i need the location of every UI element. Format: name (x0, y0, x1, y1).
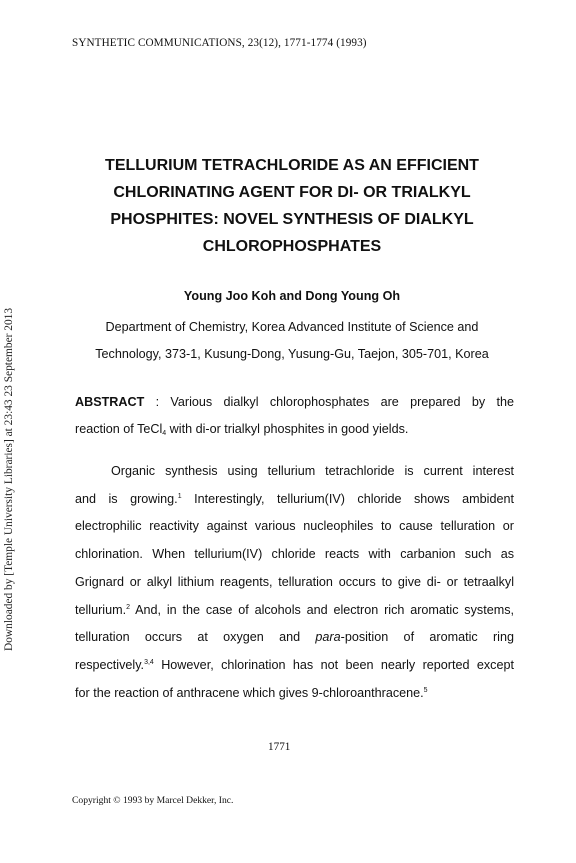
reference-marker: 5 (423, 686, 428, 694)
abstract-line (75, 416, 514, 443)
body-text-run: respectively. (75, 657, 145, 672)
body-text-run: Interestingly, tellurium(IV) chloride shows ambident (181, 491, 514, 506)
abstract-separator: : (144, 395, 171, 409)
journal-header: SYNTHETIC COMMUNICATIONS, 23(12), 1771-1774 (1993) (72, 37, 367, 49)
copyright-notice: Copyright © 1993 by Marcel Dekker, Inc. (72, 795, 234, 806)
body-text-run: And, in the case of alcohols and electron rich aromatic systems, (130, 602, 514, 617)
abstract-text: reaction of TeCl (75, 422, 163, 436)
body-text-run: and is growing. (75, 491, 178, 506)
article-title (72, 152, 512, 260)
title-line: TELLURIUM TETRACHLORIDE AS AN EFFICIENT (105, 157, 479, 174)
affiliation-line: Department of Chemistry, Korea Advanced Institute of Science and (105, 320, 479, 334)
body-text (75, 458, 514, 707)
abstract-line (75, 389, 514, 416)
italic-term: para (315, 630, 341, 645)
subscript: 4 (162, 430, 167, 437)
body-text-run: tellurium. (75, 602, 127, 617)
title-line: CHLORINATING AGENT FOR DI- OR TRIALKYL (113, 184, 471, 201)
reference-marker: 3,4 (144, 658, 154, 666)
body-line: Organic synthesis using tellurium tetrachloride is current interest (111, 464, 514, 478)
body-line (75, 624, 514, 652)
title-line: CHLOROPHOSPHATES (202, 238, 382, 255)
abstract-text: with di-or trialkyl phosphites in good yields. (166, 422, 409, 436)
body-line: electrophilic reactivity against various nucleophiles to cause telluration or (75, 519, 514, 534)
body-line (75, 486, 514, 514)
affiliation (66, 314, 518, 368)
body-text-run: However, chlorination has not been nearly reported except (153, 657, 514, 672)
authors: Young Joo Koh and Dong Young Oh (183, 289, 401, 303)
reference-marker: 2 (126, 603, 130, 611)
body-line: Grignard or alkyl lithium reagents, telluration occurs to give di- or tetraalkyl (75, 574, 514, 589)
body-line (75, 597, 514, 625)
body-line: chlorination. When tellurium(IV) chloride reacts with carbanion such as (75, 547, 514, 562)
page-number: 1771 (268, 741, 291, 753)
abstract-text: Various dialkyl chlorophosphates are prepared by the (170, 395, 514, 409)
affiliation-line: Technology, 373-1, Kusung-Dong, Yusung-Gu, Taejon, 305-701, Korea (95, 347, 489, 361)
body-text-run: -position of aromatic ring (340, 630, 514, 645)
abstract-label: ABSTRACT (75, 395, 145, 409)
reference-marker: 1 (177, 492, 182, 500)
title-line: PHOSPHITES: NOVEL SYNTHESIS OF DIALKYL (110, 211, 474, 228)
body-line (75, 680, 514, 708)
abstract (75, 389, 514, 443)
body-text-run: for the reaction of anthracene which gives 9-chloroanthracene. (75, 685, 424, 700)
body-line (75, 652, 514, 680)
download-watermark: Downloaded by [Temple University Libraries] at 23:43 23 September 2013 (3, 307, 15, 651)
body-text-run: telluration occurs at oxygen and (75, 630, 316, 645)
